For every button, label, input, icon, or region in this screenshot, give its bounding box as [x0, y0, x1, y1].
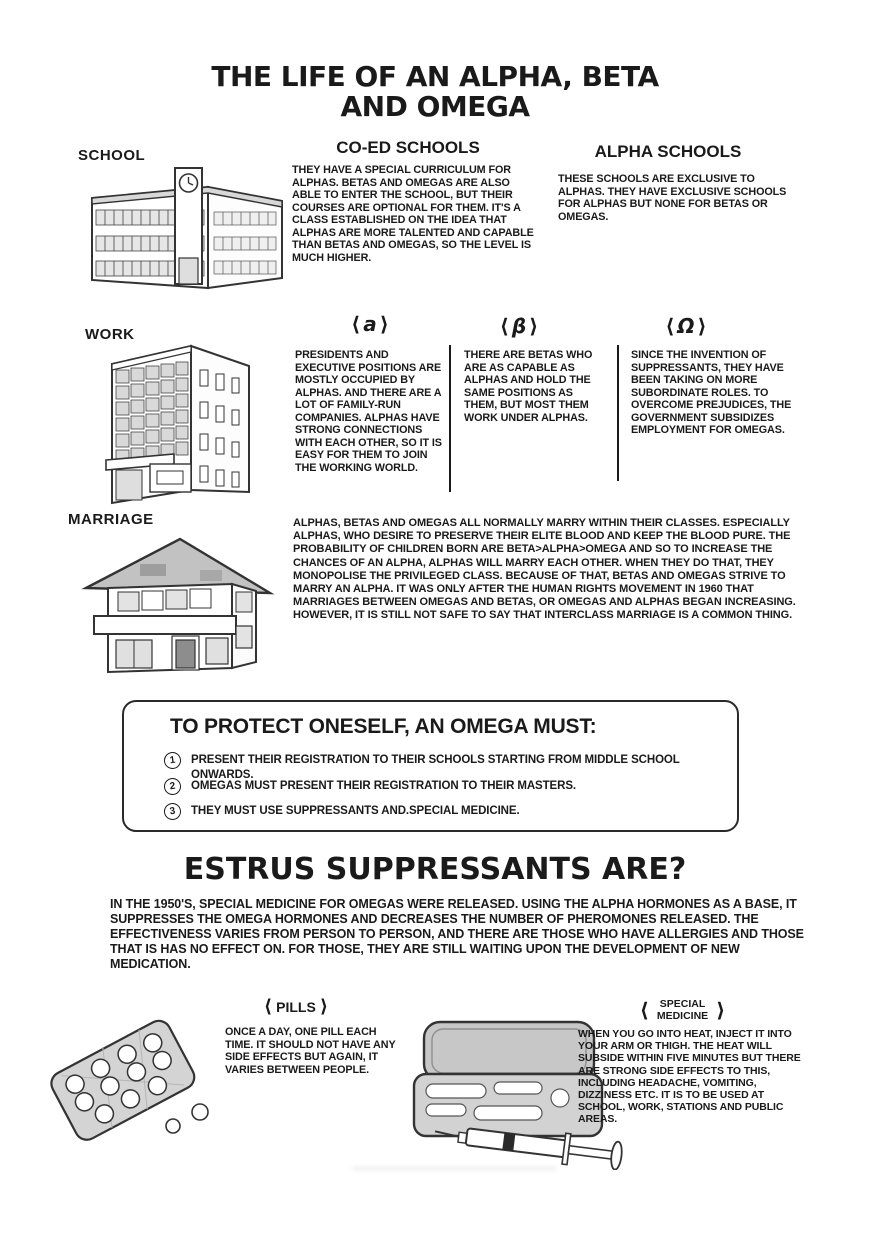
beta-symbol: β: [511, 314, 527, 338]
pills-heading-text: PILLS: [276, 998, 316, 1015]
omega-symbol-heading: [616, 314, 756, 338]
protect-box-title: TO PROTECT ONESELF, AN OMEGA MUST:: [170, 715, 597, 738]
medicine-case-icon: [414, 1022, 602, 1136]
faded-watermark: [352, 1166, 557, 1171]
angle-bracket-right: ⟩: [319, 996, 329, 1017]
special-heading-line1: SPECIAL: [659, 998, 706, 1010]
page-title: [0, 62, 870, 122]
circled-number-icon: 3: [163, 802, 182, 821]
alpha-schools-body: THESE SCHOOLS ARE EXCLUSIVE TO ALPHAS. THEY HAVE EXCLUSIVE SCHOOLS FOR ALPHAS BUT NONE FOR BETAS OR OMEGAS.: [558, 173, 787, 223]
estrus-section-body: IN THE 1950'S, SPECIAL MEDICINE FOR OMEGAS WERE RELEASED. USING THE ALPHA HORMONES AS A BASE, IT SUPPRESSES THE OMEGA HORMONES AND DECREASES THE NUMBER OF PHEROMONES RELEASED. THE EFFECTIVENESS VARIES FROM PERSON TO PERSON, AND THERE ARE THOSE WHO HAVE ALLERGIES AND THOSE THAT IS HAS NO EFFECT ON. FOR THOSE, THEY ARE STILL WAITING UPON THE DEVELOPMENT OF NEW MEDICATION.: [110, 897, 804, 971]
pill-sheet-illustration: [50, 1016, 228, 1144]
column-divider: [449, 345, 451, 492]
angle-bracket-right: ⟩: [697, 314, 707, 338]
work-section-label: WORK: [85, 326, 135, 343]
office-building-illustration: [98, 340, 262, 512]
house-icon: [86, 539, 270, 672]
page-title-line1: THE LIFE OF AN ALPHA, BETA: [211, 60, 659, 93]
loose-pills-icon: [166, 1104, 208, 1133]
office-building-icon: [106, 346, 249, 503]
column-divider: [617, 345, 619, 481]
angle-bracket-left: ⟨: [665, 314, 675, 338]
beta-symbol-heading: [454, 314, 584, 338]
marriage-body: ALPHAS, BETAS AND OMEGAS ALL NORMALLY MARRY WITHIN THEIR CLASSES. ESPECIALLY ALPHAS, WHO DESIRE TO PRESERVE THEIR ELITE BLOOD AND KEEP THE BLOOD PURE. THE PROBABILITY OF CHILDREN BORN ARE BETA>ALPHA>OMEGA AND SO TO INCREASE THE CHANCES OF AN ALPHA, ALPHAS WILL MARRY EACH OTHER. WHEN THEY DO THAT, THEY MONOPOLISE THE PRIVILEGED CLASS. BECAUSE OF THAT, BETAS AND OMEGAS STRIVE TO MARRY AN ALPHA. IT WAS ONLY AFTER THE HUMAN RIGHTS MOVEMENT IN 1960 THAT MARRIAGES BETWEEN OMEGAS AND BETAS, OR OMEGAS AND ALPHAS BEGAN INCREASING. HOWEVER, IT IS STILL NOT SAFE TO SAY THAT INTERCLASS MARRIAGE IS A COMMON THING.: [293, 517, 796, 622]
alpha-symbol-heading: [295, 312, 445, 336]
special-heading-line2: MEDICINE: [656, 1010, 709, 1022]
angle-bracket-left: ⟨: [351, 312, 361, 336]
alpha-schools-heading: ALPHA SCHOOLS: [594, 142, 742, 161]
angle-bracket-left: ⟨: [639, 998, 649, 1022]
protect-rule-text: THEY MUST USE SUPPRESSANTS AND.SPECIAL MEDICINE.: [191, 805, 520, 817]
pills-heading: [228, 996, 364, 1017]
circled-number-icon: 1: [163, 751, 182, 770]
protect-rules-box: [122, 700, 739, 832]
special-medicine-body: WHEN YOU GO INTO HEAT, INJECT IT INTO YOUR ARM OR THIGH. THE HEAT WILL SUBSIDE WITHIN FIVE MINUTES BUT THERE ARE STRONG SIDE EFFECTS TO THIS, INCLUDING HEADACHE, VOMITING, DIZZINESS ETC. IT IS TO BE USED AT SCHOOL, WORK, STATIONS AND PUBLIC AREAS.: [578, 1028, 801, 1126]
school-building-illustration: [82, 160, 294, 296]
circled-number-icon: 2: [163, 777, 182, 796]
angle-bracket-right: ⟩: [716, 998, 726, 1022]
school-section-label: SCHOOL: [78, 147, 146, 164]
angle-bracket-right: ⟩: [379, 312, 389, 336]
angle-bracket-left: ⟨: [263, 996, 273, 1017]
protect-rule-text: PRESENT THEIR REGISTRATION TO THEIR SCHOOLS STARTING FROM MIDDLE SCHOOL ONWARDS.: [191, 754, 680, 781]
omega-symbol: Ω: [677, 314, 695, 338]
coed-schools-heading: CO-ED SCHOOLS: [336, 138, 480, 157]
angle-bracket-left: ⟨: [499, 314, 509, 338]
house-illustration: [80, 526, 276, 678]
angle-bracket-right: ⟩: [529, 314, 539, 338]
work-beta-body: THERE ARE BETAS WHO ARE AS CAPABLE AS ALPHAS AND HOLD THE SAME POSITIONS AS THEM, BUT MOST THEM WORK UNDER ALPHAS.: [464, 349, 593, 424]
protect-rule-text: OMEGAS MUST PRESENT THEIR REGISTRATION TO THEIR MASTERS.: [191, 780, 576, 792]
marriage-section-label: MARRIAGE: [68, 511, 154, 528]
coed-schools-body: THEY HAVE A SPECIAL CURRICULUM FOR ALPHAS. BETAS AND OMEGAS ARE ALSO ABLE TO ENTER THE SCHOOL, BUT THEIR COURSES ARE OPTIONAL FOR THEM. IT'S A CLASS ESTABLISHED ON THE IDEA THAT ALPHAS ARE MORE TALENTED AND CAPABLE THAN BETAS AND OMEGAS, SO THE LEVEL IS MUCH HIGHER.: [292, 164, 534, 264]
special-medicine-heading-text: [657, 998, 708, 1022]
page-title-line2: AND OMEGA: [340, 90, 530, 123]
pills-body: ONCE A DAY, ONE PILL EACH TIME. IT SHOULD NOT HAVE ANY SIDE EFFECTS BUT AGAIN, IT VARIES BETWEEN PEOPLE.: [225, 1026, 396, 1076]
estrus-section-title: ESTRUS SUPPRESSANTS ARE?: [183, 852, 687, 887]
school-building-icon: [92, 168, 282, 288]
work-omega-body: SINCE THE INVENTION OF SUPPRESSANTS, THEY HAVE BEEN TAKING ON MORE SUBORDINATE ROLES. TO OVERCOME PREJUDICES, THE GOVERNMENT SUBSIDIZES EMPLOYMENT FOR OMEGAS.: [631, 349, 792, 436]
alpha-symbol: a: [363, 312, 377, 336]
protect-rule-item: [164, 803, 724, 820]
clock-icon: [180, 174, 198, 192]
work-alpha-body: PRESIDENTS AND EXECUTIVE POSITIONS ARE MOSTLY OCCUPIED BY ALPHAS. AND THERE ARE A LOT OF FAMILY-RUN COMPANIES. ALPHAS HAVE STRONG CONNECTIONS WITH EACH OTHER, SO IT IS EASY FOR THEM TO JOIN THE WORKING WORLD.: [295, 349, 442, 474]
protect-rule-item: [164, 778, 724, 795]
